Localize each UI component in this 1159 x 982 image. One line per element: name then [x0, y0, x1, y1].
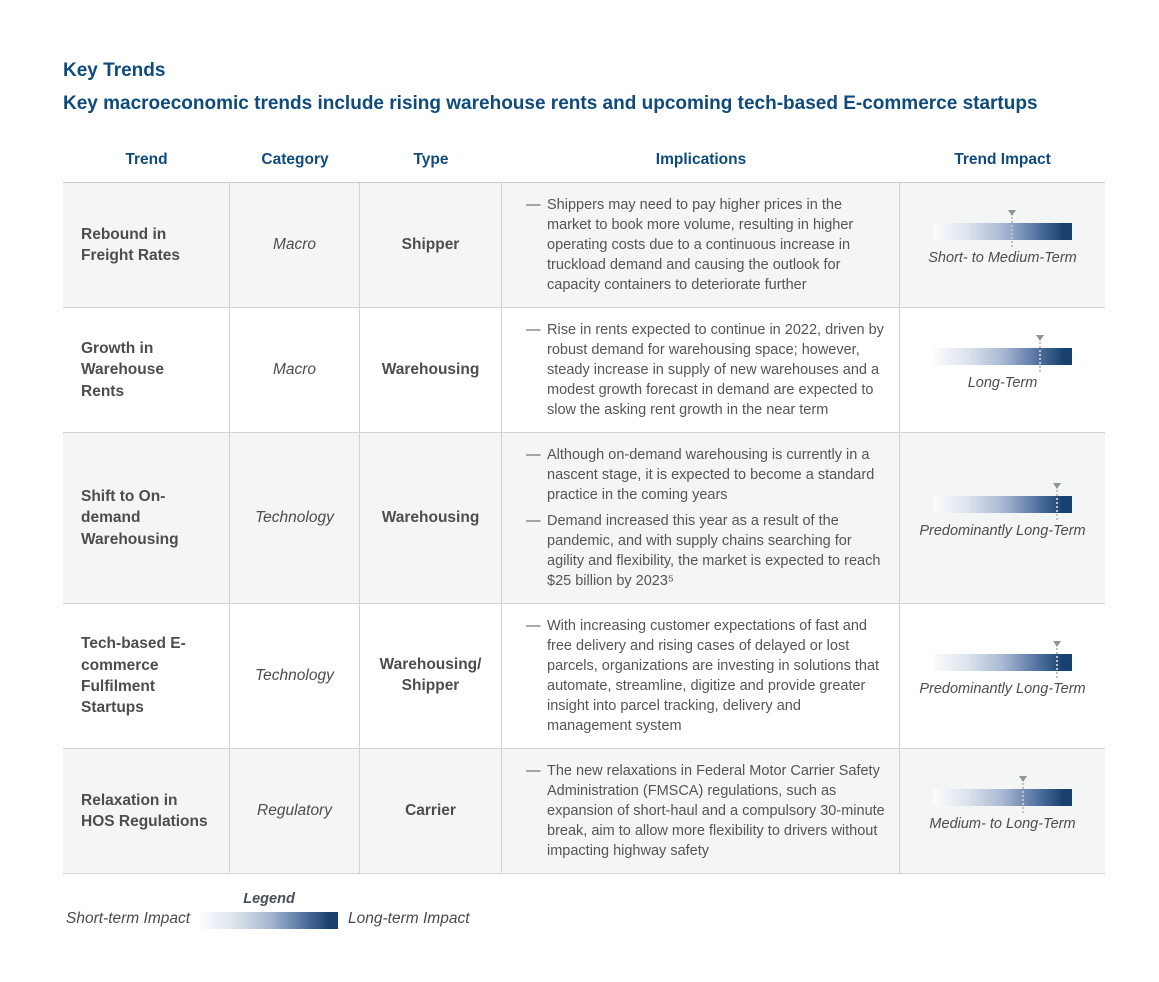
category-value: Macro [272, 361, 317, 378]
implications-cell [502, 183, 900, 307]
column-header-category: Category [261, 151, 329, 168]
column-header-trend-impact: Trend Impact [954, 151, 1051, 168]
slide-page [0, 60, 1159, 982]
table-body [63, 182, 1105, 874]
marker-dotted-line [1022, 783, 1024, 813]
marker-triangle-icon [1019, 776, 1027, 782]
impact-label: Predominantly Long-Term [919, 680, 1086, 697]
impact-gradient-bar [933, 789, 1072, 806]
marker-dotted-line [1056, 490, 1058, 520]
impact-marker-icon [1053, 483, 1061, 520]
implication-item [526, 195, 887, 295]
trend-impact-cell [900, 749, 1105, 873]
legend-short-term-label: Short-term Impact [66, 910, 191, 927]
type-value: Warehousing [381, 360, 480, 378]
table-row [63, 308, 1105, 433]
implications-cell [502, 604, 900, 748]
implications-list [526, 445, 887, 591]
implications-cell [502, 308, 900, 432]
impact-label: Medium- to Long-Term [929, 815, 1076, 832]
category-value: Technology [255, 667, 334, 684]
trend-name: Growth in Warehouse Rents [81, 339, 164, 400]
implication-item [526, 320, 887, 420]
type-cell [360, 183, 502, 307]
legend-title: Legend [243, 891, 295, 907]
legend [66, 891, 1159, 929]
page-title: Key Trends [63, 60, 166, 81]
table-row [63, 433, 1105, 604]
bullet-dash: — [526, 447, 541, 463]
implication-item [526, 511, 887, 591]
trend-impact-cell [900, 433, 1105, 603]
bullet-dash: — [526, 763, 541, 779]
implication-text: Shippers may need to pay higher prices in the market to book more volume, resulting in higher operating costs due to a continuous increase in truckload demand and causing the outlook for capacity containers to deteriorate further [547, 197, 854, 293]
category-cell [230, 749, 360, 873]
implication-text: The new relaxations in Federal Motor Carrier Safety Administration (FMSCA) regulations, such as expansion of short-haul and a compulsory 30-minute break, aim to allow more flexibility to drivers without impacting highway safety [547, 763, 885, 859]
column-header-type: Type [413, 151, 449, 168]
trend-name: Relaxation in HOS Regulations [81, 791, 208, 830]
legend-center [200, 891, 338, 929]
type-value: Warehousing/ Shipper [379, 656, 482, 694]
impact-marker-icon [1019, 776, 1027, 813]
legend-gradient-bar [200, 912, 338, 929]
type-value: Warehousing [381, 508, 480, 526]
category-cell [230, 433, 360, 603]
marker-triangle-icon [1053, 641, 1061, 647]
category-value: Macro [272, 236, 317, 253]
legend-long-term-label: Long-term Impact [348, 910, 470, 927]
trend-name: Shift to On-demand Warehousing [81, 487, 179, 548]
impact-gradient-bar [933, 654, 1072, 671]
implication-text: Demand increased this year as a result of the pandemic, and with supply chains searching for agility and flexibility, the market is expected to reach $25 billion by 2023⁵ [547, 513, 881, 589]
trend-name: Rebound in Freight Rates [81, 225, 181, 264]
impact-marker-icon [1036, 335, 1044, 372]
implication-text: Although on-demand warehousing is currently in a nascent stage, it is expected to become a standard practice in the coming years [547, 447, 875, 503]
category-value: Regulatory [257, 802, 332, 819]
implications-cell [502, 749, 900, 873]
implications-list [526, 616, 887, 736]
column-header-trend: Trend [125, 151, 168, 168]
type-cell [360, 433, 502, 603]
trend-cell [63, 433, 230, 603]
marker-dotted-line [1056, 648, 1058, 678]
trend-impact-cell [900, 308, 1105, 432]
trend-cell [63, 308, 230, 432]
impact-marker-icon [1053, 641, 1061, 678]
bullet-dash: — [526, 618, 541, 634]
impact-gradient-bar [933, 348, 1072, 365]
trend-cell [63, 604, 230, 748]
impact-label: Short- to Medium-Term [928, 249, 1077, 266]
type-value: Shipper [401, 235, 460, 253]
page-subtitle: Key macroeconomic trends include rising warehouse rents and upcoming tech-based E-commerce startups [63, 93, 1038, 114]
implication-item [526, 616, 887, 736]
trend-name: Tech-based E-commerce Fulfilment Startups [81, 635, 186, 717]
trend-impact-cell [900, 604, 1105, 748]
impact-gradient-bar [933, 496, 1072, 513]
trend-cell [63, 183, 230, 307]
impact-label: Predominantly Long-Term [919, 522, 1086, 539]
bullet-dash: — [526, 197, 541, 213]
marker-triangle-icon [1008, 210, 1016, 216]
implication-item [526, 761, 887, 861]
implications-list [526, 320, 887, 420]
category-cell [230, 183, 360, 307]
implication-text: With increasing customer expectations of fast and free delivery and rising cases of delayed or lost parcels, organizations are investing in solutions that automate, streamline, digitize and provide greater insight into parcel tracking, delivery and management system [547, 618, 880, 734]
implications-list [526, 761, 887, 861]
marker-dotted-line [1039, 342, 1041, 372]
category-cell [230, 308, 360, 432]
impact-label: Long-Term [967, 374, 1038, 391]
implications-list [526, 195, 887, 295]
type-cell [360, 604, 502, 748]
bullet-dash: — [526, 513, 541, 529]
trend-cell [63, 749, 230, 873]
impact-gradient-bar [933, 223, 1072, 240]
category-value: Technology [255, 509, 334, 526]
key-trends-table [63, 137, 1105, 874]
marker-triangle-icon [1036, 335, 1044, 341]
table-row [63, 749, 1105, 874]
category-cell [230, 604, 360, 748]
column-header-implications: Implications [655, 151, 747, 168]
type-cell [360, 749, 502, 873]
implication-text: Rise in rents expected to continue in 2022, driven by robust demand for warehousing space; however, steady increase in supply of new warehouses and a modest growth forecast in demand are expected to slow the asking rent growth in the near term [547, 322, 884, 418]
type-value: Carrier [405, 801, 456, 819]
table-header-row [63, 137, 1105, 182]
impact-marker-icon [1008, 210, 1016, 247]
type-cell [360, 308, 502, 432]
implication-item [526, 445, 887, 505]
table-row [63, 183, 1105, 308]
bullet-dash: — [526, 322, 541, 338]
trend-impact-cell [900, 183, 1105, 307]
table-row [63, 604, 1105, 749]
marker-triangle-icon [1053, 483, 1061, 489]
implications-cell [502, 433, 900, 603]
marker-dotted-line [1011, 217, 1013, 247]
